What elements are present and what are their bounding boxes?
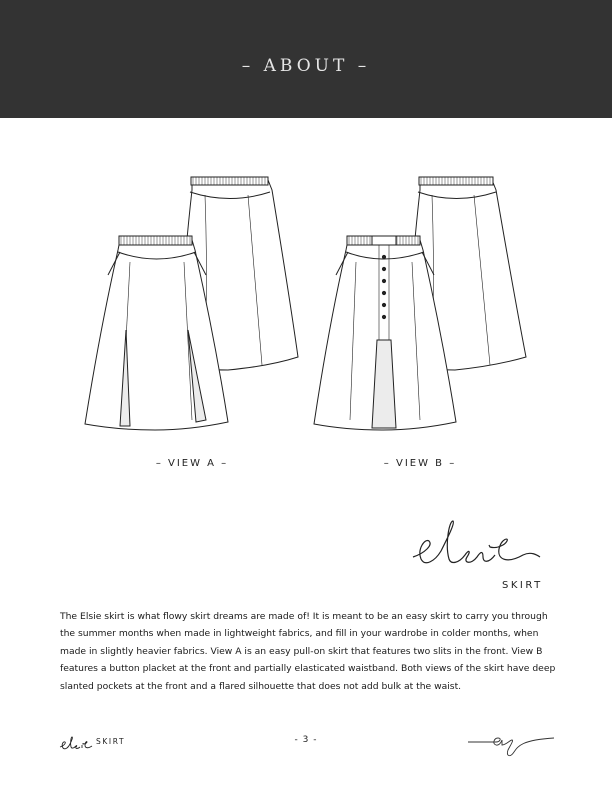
skirt-illustrations <box>0 160 612 450</box>
skirt-description: The Elsie skirt is what flowy skirt dreams are made of! It is meant to be an easy skirt to carry you through the summer months when made in lightweight fabrics, and fill in your wardrobe in colder months, when made in slightly heavier fabrics. View A is an easy pull-on skirt that features two slits in the front. View B features a button placket at the front and partially elasticated waistband. Both views of the skirt have deep slanted pockets at the front and a flared silhouette that does not add bulk at the waist. <box>60 611 556 692</box>
page-number: - 3 - <box>294 735 318 745</box>
footer-elsie-logo-icon <box>58 734 98 752</box>
footer-subtitle: SKIRT <box>96 737 126 746</box>
page-title: – ABOUT – <box>241 56 371 76</box>
page-header <box>0 0 612 118</box>
view-a-label: – VIEW A – <box>155 458 229 469</box>
signature-monogram-icon <box>466 728 556 762</box>
elsie-script-logo-icon <box>405 505 545 575</box>
logo-subtitle: SKIRT <box>502 580 543 591</box>
view-b-label: – VIEW B – <box>383 458 457 469</box>
